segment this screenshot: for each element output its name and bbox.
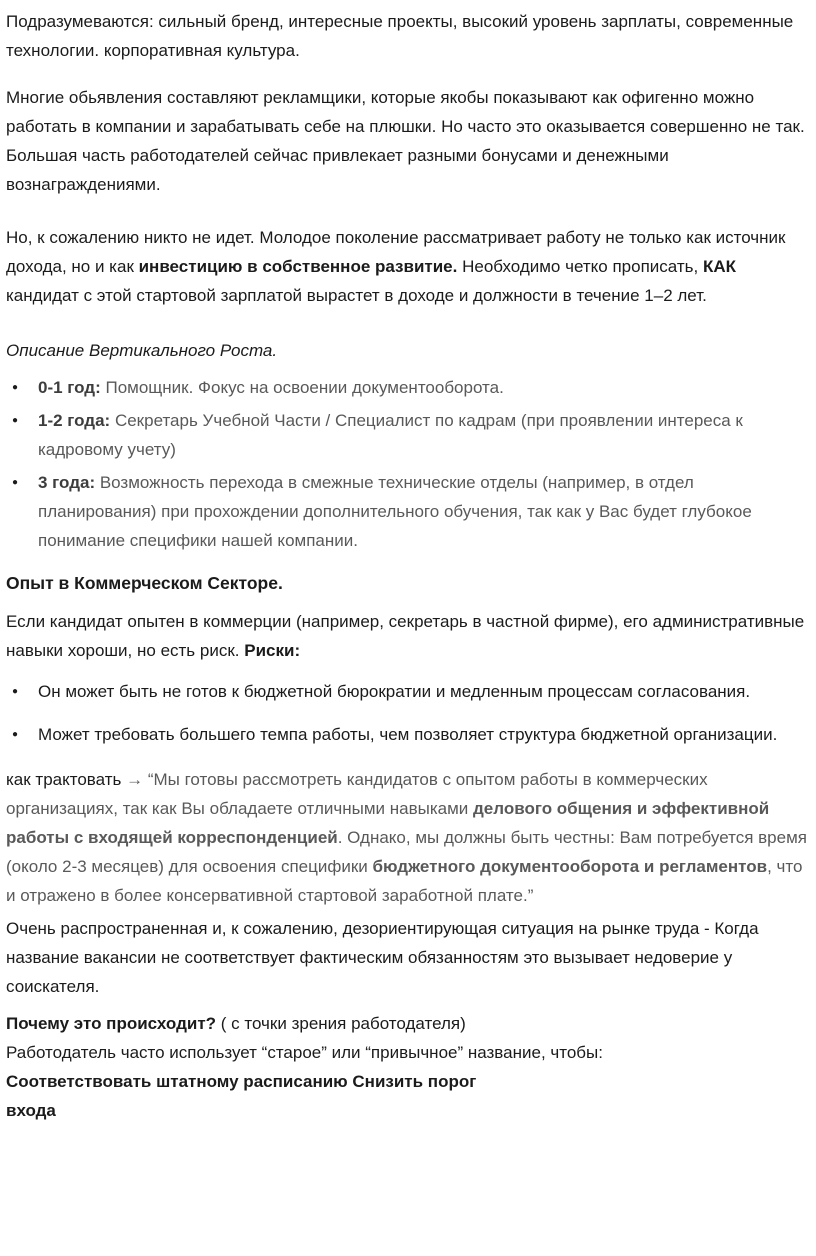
bullet-icon: ● bbox=[12, 686, 19, 697]
section-heading-commercial-experience bbox=[6, 569, 808, 598]
risk-list-item bbox=[6, 720, 808, 749]
text-run: 3 года: bbox=[38, 473, 96, 492]
text-run: делового общения и эффективной работы с входящей корреспонденцией bbox=[6, 799, 770, 847]
list-item-text bbox=[38, 373, 808, 402]
career-list-item bbox=[6, 373, 808, 402]
text-run: Очень распространенная и, к сожалению, дезориентирующая ситуация на рынке труда - Когда название вакансии не соответствует фактическим обязанностям это вызывает недоверие у соискателя. bbox=[6, 919, 759, 996]
text-run: кандидат с этой стартовой зарплатой вырастет в доходе и должности в течение 1–2 лет. bbox=[6, 286, 707, 305]
paragraph-old-title bbox=[6, 1038, 808, 1067]
text-run: Соответствовать штатному расписанию Снизить порог bbox=[6, 1072, 477, 1091]
text-run: → bbox=[126, 770, 148, 789]
text-run: 1-2 года: bbox=[38, 411, 111, 430]
text-run: , что и отражено в более консервативной стартовой заработной плате.” bbox=[6, 857, 803, 905]
list-item-text bbox=[38, 468, 808, 555]
text-run: входа bbox=[6, 1101, 56, 1120]
text-run: “Мы готовы рассмотреть кандидатов с опытом работы в коммерческих организациях, так как Вы обладаете отличными навыками bbox=[6, 770, 708, 818]
paragraph-interpretation bbox=[6, 765, 808, 910]
text-run: Возможность перехода в смежные технические отделы (например, в отдел планирования) при прохождении дополнительного обучения, так как у Вас будет глубокое понимание специфики нашей компании. bbox=[38, 473, 752, 550]
paragraph-staffing-line1 bbox=[6, 1067, 808, 1096]
text-run: КАК bbox=[702, 257, 736, 276]
bullet-icon: ● bbox=[12, 729, 19, 740]
text-run: Риски: bbox=[244, 641, 301, 660]
text-run: Опыт в Коммерческом Секторе. bbox=[6, 573, 283, 593]
paragraph-motivation bbox=[6, 223, 808, 310]
document-body bbox=[6, 7, 808, 1125]
paragraph-mismatch bbox=[6, 914, 808, 1001]
list-item-text bbox=[38, 406, 808, 464]
paragraph-intro bbox=[6, 7, 808, 65]
bullet-icon: ● bbox=[12, 477, 19, 488]
paragraph-risks-intro bbox=[6, 607, 808, 665]
text-run: Может требовать большего темпа работы, чем позволяет структура бюджетной организации. bbox=[38, 725, 778, 744]
text-run: Описание Вертикального Роста. bbox=[6, 341, 278, 360]
text-run: Почему это происходит? bbox=[6, 1014, 217, 1033]
text-run: Секретарь Учебной Части / Специалист по кадрам (при проявлении интереса к кадровому учету) bbox=[38, 411, 743, 459]
text-run: 0-1 год: bbox=[38, 378, 101, 397]
text-run: Подразумеваются: сильный бренд, интересные проекты, высокий уровень зарплаты, современные технологии. корпоративная культура. bbox=[6, 12, 794, 60]
text-run: Работодатель часто использует “старое” или “привычное” название, чтобы: bbox=[6, 1043, 603, 1062]
text-run: инвестицию в собственное развитие. bbox=[138, 257, 458, 276]
text-run: Помощник. Фокус на освоении документооборота. bbox=[100, 378, 504, 397]
text-run: Многие обьявления составляют рекламщики, которые якобы показывают как офигенно можно работать в компании и зарабатывать себе на плюшки. Но часто это оказывается совершенно не так. Большая часть работодателей сейчас привлекает разными бонусами и денежными вознаграждениями. bbox=[6, 88, 805, 194]
paragraph-staffing-line2 bbox=[6, 1096, 808, 1125]
bullet-icon: ● bbox=[12, 415, 19, 426]
risk-list-item bbox=[6, 677, 808, 706]
text-run: как трактовать bbox=[6, 770, 127, 789]
paragraph-why-question bbox=[6, 1009, 808, 1038]
bullet-icon: ● bbox=[12, 382, 19, 393]
list-item-text bbox=[38, 720, 808, 749]
list-item-text bbox=[38, 677, 808, 706]
career-list-item bbox=[6, 406, 808, 464]
career-list-item bbox=[6, 468, 808, 555]
text-run: Если кандидат опытен в коммерции (например, секретарь в частной фирме), его административные навыки хороши, но есть риск. bbox=[6, 612, 805, 660]
text-run: Он может быть не готов к бюджетной бюрократии и медленным процессам согласования. bbox=[38, 682, 751, 701]
text-run: Но, к сожалению никто не идет. Молодое поколение рассматривает работу не только как источник дохода, но и как bbox=[6, 228, 786, 276]
text-run: Необходимо четко прописать, bbox=[457, 257, 703, 276]
paragraph-ads bbox=[6, 83, 808, 199]
text-run: ( с точки зрения работодателя) bbox=[216, 1014, 466, 1033]
text-run: бюджетного документооборота и регламентов bbox=[372, 857, 768, 876]
subheading-vertical-growth bbox=[6, 336, 808, 365]
text-run: . Однако, мы должны быть честны: Вам потребуется время (около 2-3 месяцев) для освоения специфики bbox=[6, 828, 807, 876]
